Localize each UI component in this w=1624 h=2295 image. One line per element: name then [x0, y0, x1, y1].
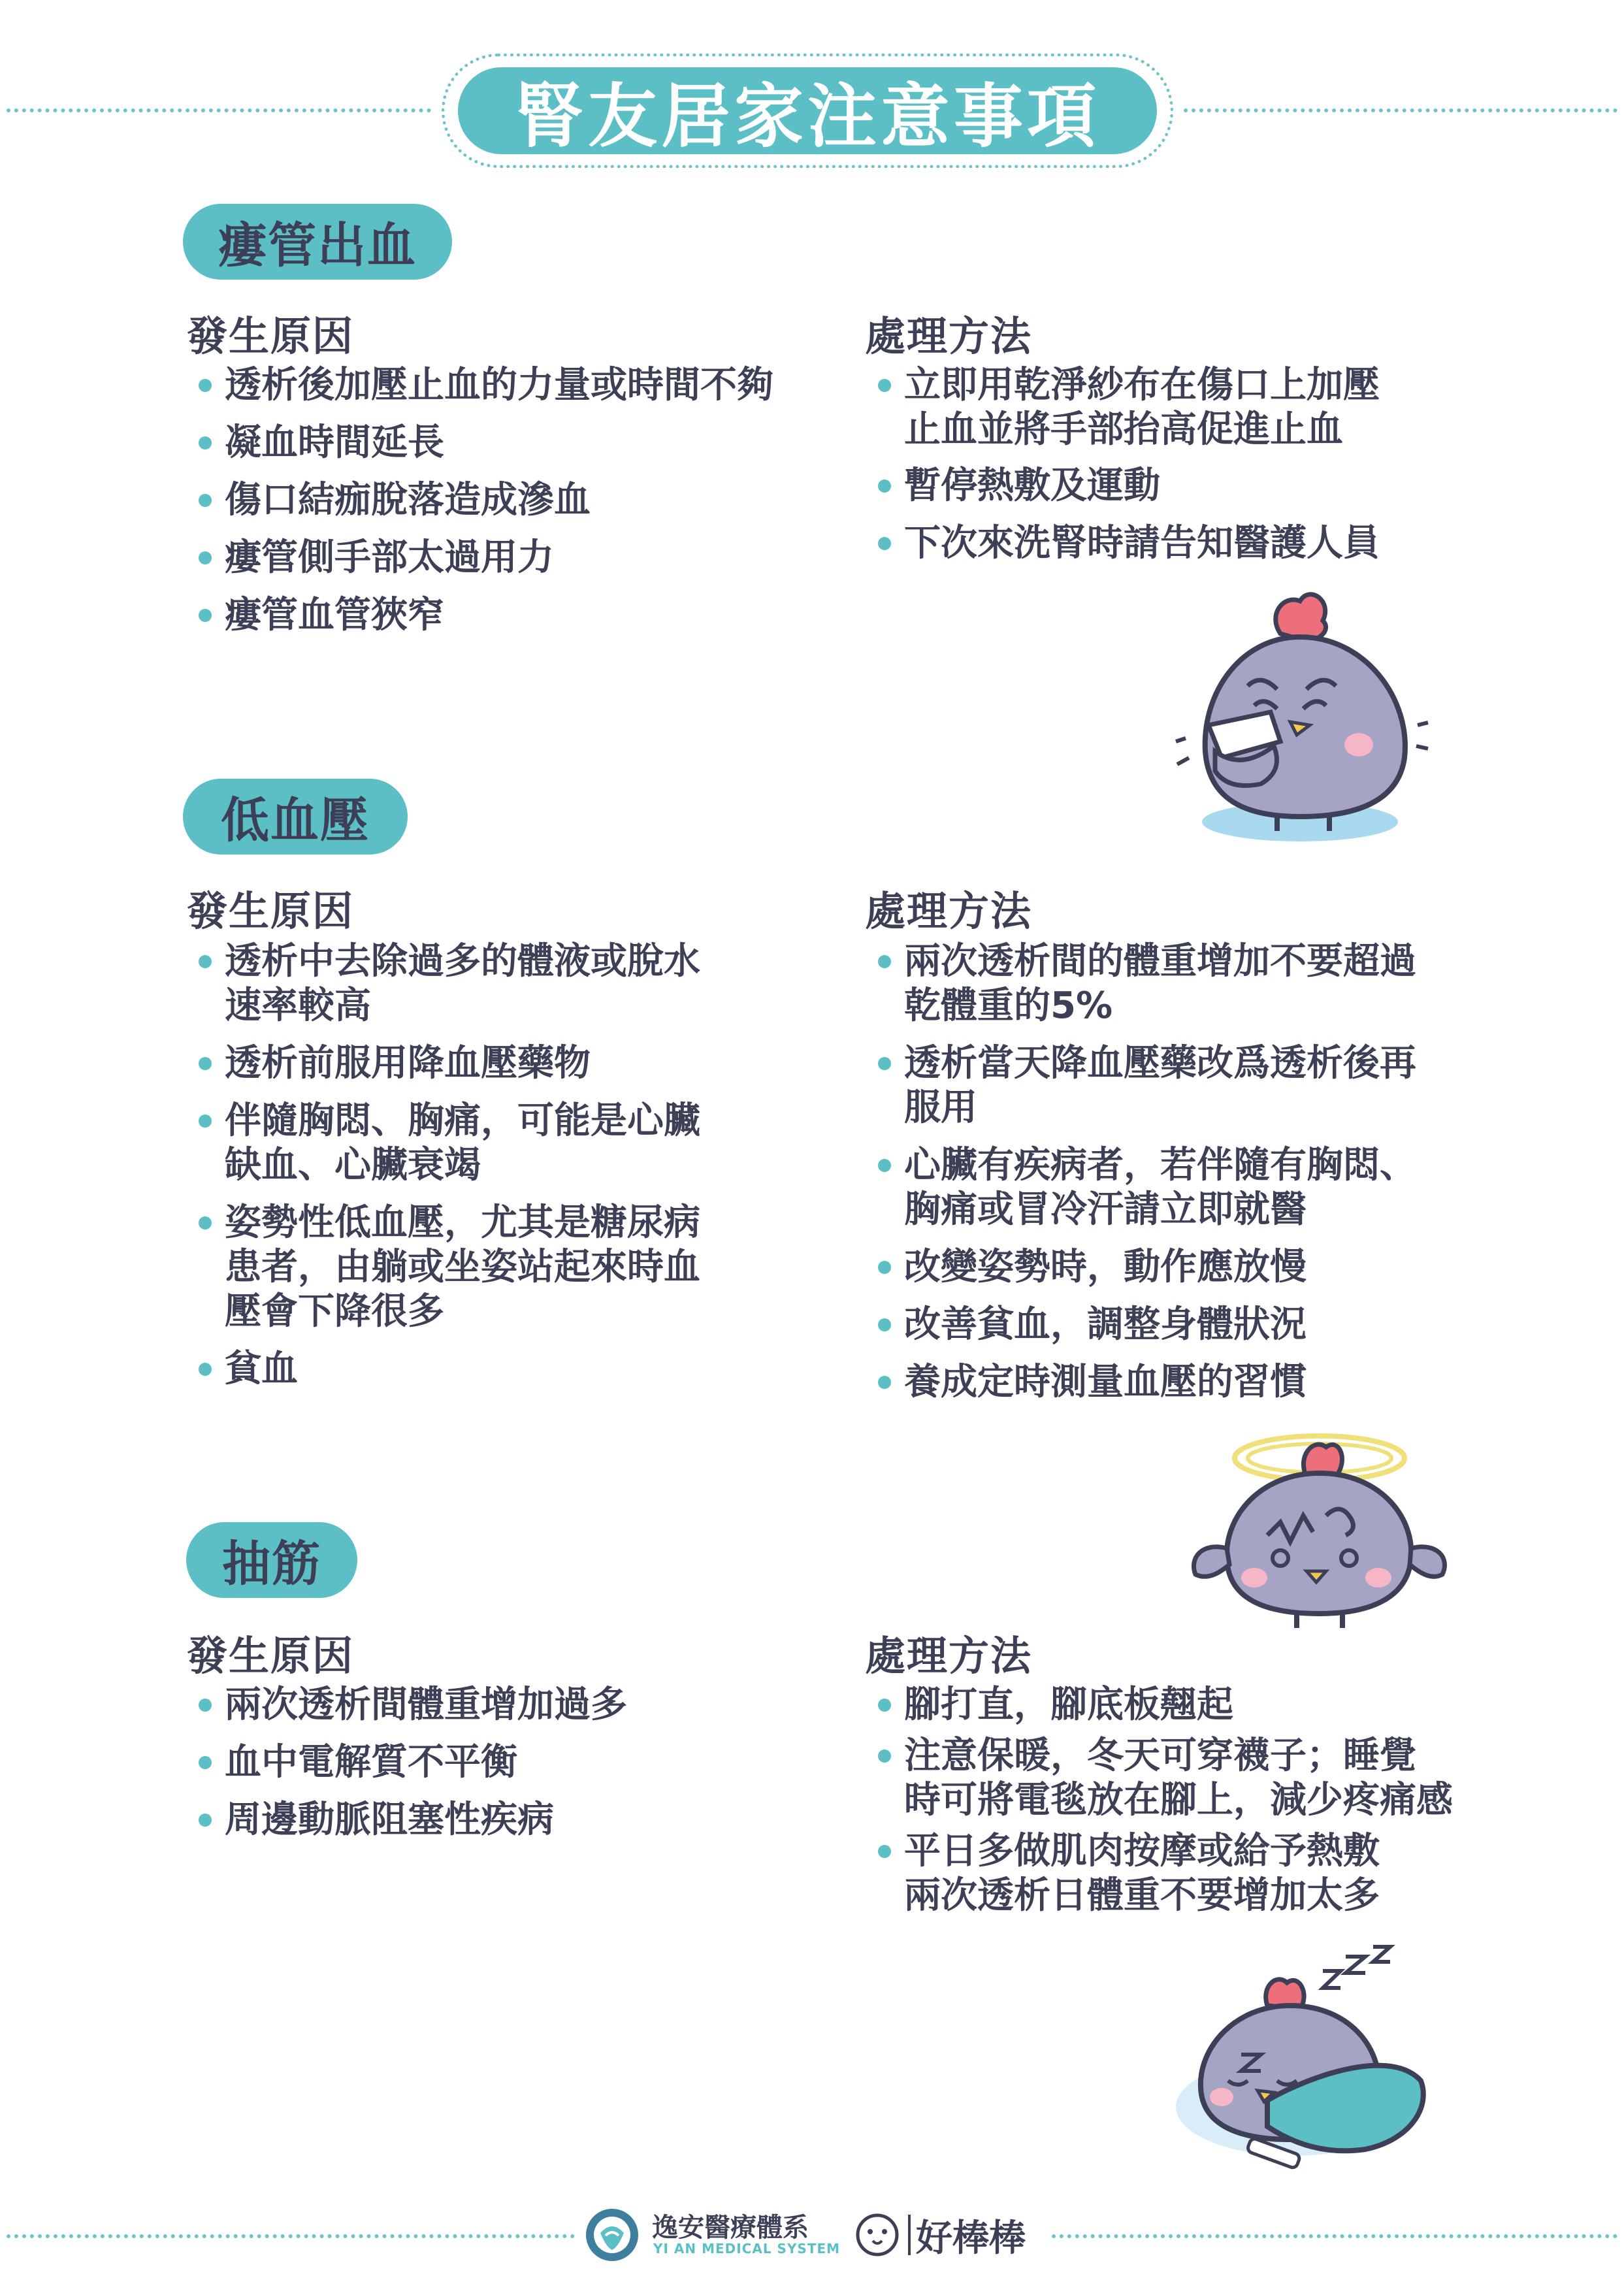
section-1-causes-list	[196, 363, 773, 651]
section-3-causes-list	[196, 1683, 627, 1855]
footer-logos	[581, 2200, 1052, 2266]
list-item: 透析後加壓止血的力量或時間不夠	[196, 363, 773, 408]
list-item: 透析中去除過多的體液或脫水 速率較高	[196, 939, 700, 1028]
list-item: 兩次透析間體重增加過多	[196, 1683, 627, 1727]
list-item: 凝血時間延長	[196, 421, 773, 465]
list-item: 改變姿勢時，動作應放慢	[875, 1245, 1416, 1290]
list-item: 透析當天降血壓藥改爲透析後再 服用	[875, 1041, 1416, 1130]
section-hypotension-title: 低血壓	[183, 779, 408, 855]
top-rule-left	[7, 108, 431, 112]
list-item: 下次來洗腎時請告知醫護人員	[875, 521, 1380, 566]
list-item: 瘻管血管狹窄	[196, 593, 773, 638]
list-item: 瘻管側手部太過用力	[196, 536, 773, 580]
list-item: 注意保暖，冬天可穿襪子；睡覺 時可將電毯放在腳上，減少疼痛感	[875, 1734, 1453, 1823]
section-2-actions-list	[875, 939, 1416, 1418]
list-item: 立即用乾淨紗布在傷口上加壓 止血並將手部抬高促進止血	[875, 363, 1380, 452]
list-item: 暫停熱敷及運動	[875, 464, 1380, 508]
list-item: 貧血	[196, 1347, 700, 1392]
tissue-bird-icon	[1169, 575, 1431, 843]
list-item: 透析前服用降血壓藥物	[196, 1041, 700, 1086]
yian-logo-icon	[584, 2207, 640, 2263]
list-item: 腳打直，腳底板翹起	[875, 1683, 1453, 1727]
section-1-causes-heading: 發生原因	[187, 312, 355, 360]
list-item: 心臟有疾病者，若伴隨有胸悶、 胸痛或冒冷汗請立即就醫	[875, 1143, 1416, 1232]
section-1-actions-list	[875, 363, 1380, 579]
brand-haobangbang-name: 好棒棒	[916, 2217, 1026, 2260]
bottom-rule-right	[1052, 2234, 1617, 2238]
dizzy-bird-icon	[1182, 1418, 1457, 1633]
list-item: 血中電解質不平衡	[196, 1740, 627, 1785]
list-item: 養成定時測量血壓的習慣	[875, 1360, 1416, 1405]
section-3-causes-heading: 發生原因	[187, 1632, 355, 1680]
section-3-actions-heading: 處理方法	[865, 1632, 1033, 1680]
section-2-actions-heading: 處理方法	[865, 887, 1033, 935]
list-item: 改善貧血，調整身體狀況	[875, 1303, 1416, 1347]
section-3-actions-list	[875, 1683, 1453, 1931]
footer-divider	[908, 2215, 911, 2255]
smile-logo-icon	[854, 2212, 900, 2258]
section-fistula-bleeding-title: 瘻管出血	[183, 204, 452, 280]
list-item: 兩次透析間的體重增加不要超過 乾體重的5%	[875, 939, 1416, 1028]
section-2-causes-list	[196, 939, 700, 1405]
page-title-pill	[442, 54, 1173, 168]
brand-yian-subtitle: YI AN MEDICAL SYSTEM	[653, 2241, 841, 2256]
section-2-causes-heading: 發生原因	[187, 887, 355, 935]
page-title: 腎友居家注意事項	[515, 76, 1100, 157]
list-item: 伴隨胸悶、胸痛，可能是心臟 缺血、心臟衰竭	[196, 1099, 700, 1188]
bottom-rule-left	[7, 2234, 575, 2238]
list-item: 姿勢性低血壓，尤其是糖尿病 患者，由躺或坐姿站起來時血 壓會下降很多	[196, 1201, 700, 1334]
top-rule-right	[1184, 108, 1617, 112]
list-item: 平日多做肌肉按摩或給予熱敷 兩次透析日體重不要增加太多	[875, 1829, 1453, 1918]
section-cramps-title: 抽筋	[186, 1522, 357, 1598]
sleeping-bird-icon	[1169, 1944, 1437, 2179]
list-item: 周邊動脈阻塞性疾病	[196, 1798, 627, 1842]
brand-yian-name: 逸安醫療體系	[652, 2213, 809, 2243]
list-item: 傷口結痂脫落造成滲血	[196, 478, 773, 523]
section-1-actions-heading: 處理方法	[865, 312, 1033, 360]
